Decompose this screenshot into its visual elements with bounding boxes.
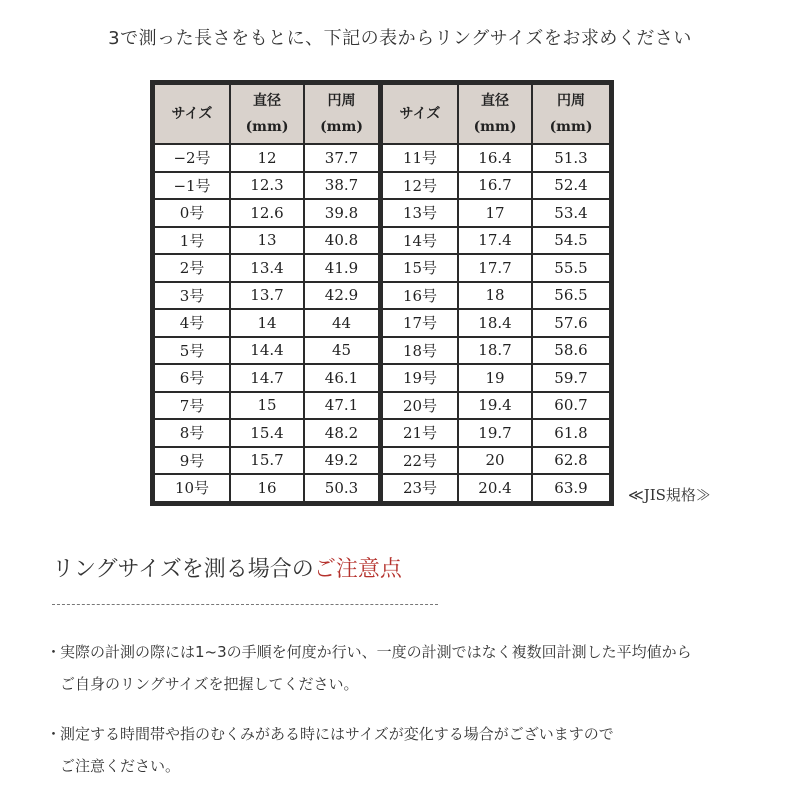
- intro-text: 3で測った長さをもとに、下記の表からリングサイズをお求めください: [108, 28, 692, 49]
- diameter-cell-right: 19.7: [459, 420, 531, 446]
- size-cell-left: 3号: [155, 283, 229, 309]
- circumference-cell-left: 38.7: [305, 173, 381, 199]
- header-diameter-label: 直径: [253, 93, 281, 109]
- table-row: [155, 393, 609, 419]
- table-body: [155, 145, 609, 501]
- size-cell-left: 8号: [155, 420, 229, 446]
- circumference-cell-right: 52.4: [533, 173, 609, 199]
- table-header-row: [155, 85, 609, 143]
- diameter-cell-left: 13.7: [231, 283, 303, 309]
- size-cell-right: 13号: [383, 200, 457, 226]
- size-cell-left: −2号: [155, 145, 229, 171]
- circumference-cell-right: 54.5: [533, 228, 609, 254]
- circumference-cell-right: 58.6: [533, 338, 609, 364]
- size-cell-left: 2号: [155, 255, 229, 281]
- header-circumference-left: [305, 85, 381, 143]
- diameter-cell-right: 19.4: [459, 393, 531, 419]
- diameter-cell-left: 15: [231, 393, 303, 419]
- circumference-cell-left: 41.9: [305, 255, 381, 281]
- note-line: ご自身のリングサイズを把握してください。: [60, 675, 359, 693]
- table-row: [155, 228, 609, 254]
- size-cell-right: 14号: [383, 228, 457, 254]
- size-cell-right: 19号: [383, 365, 457, 391]
- section-heading-prefix: リングサイズを測る場合の: [52, 557, 314, 582]
- diameter-cell-right: 18.7: [459, 338, 531, 364]
- size-cell-right: 21号: [383, 420, 457, 446]
- size-cell-left: 9号: [155, 448, 229, 474]
- circumference-cell-right: 63.9: [533, 475, 609, 501]
- table-row: [155, 475, 609, 501]
- size-cell-right: 11号: [383, 145, 457, 171]
- dashed-divider: [52, 604, 438, 605]
- size-cell-left: 5号: [155, 338, 229, 364]
- ring-size-table-frame: [150, 80, 614, 506]
- diameter-cell-right: 18.4: [459, 310, 531, 336]
- circumference-cell-left: 46.1: [305, 365, 381, 391]
- diameter-cell-right: 16.4: [459, 145, 531, 171]
- diameter-cell-left: 13: [231, 228, 303, 254]
- diameter-cell-left: 14.4: [231, 338, 303, 364]
- diameter-cell-right: 17.7: [459, 255, 531, 281]
- circumference-cell-right: 62.8: [533, 448, 609, 474]
- size-cell-right: 22号: [383, 448, 457, 474]
- header-circumference-unit: (mm): [320, 119, 363, 135]
- note-line: 測定する時間帯や指のむくみがある時にはサイズが変化する場合がございますので: [60, 725, 614, 743]
- circumference-cell-left: 50.3: [305, 475, 381, 501]
- circumference-cell-right: 60.7: [533, 393, 609, 419]
- size-cell-right: 23号: [383, 475, 457, 501]
- size-cell-left: −1号: [155, 173, 229, 199]
- diameter-cell-right: 19: [459, 365, 531, 391]
- circumference-cell-right: 51.3: [533, 145, 609, 171]
- header-diameter-label: 直径: [481, 93, 509, 109]
- diameter-cell-left: 12: [231, 145, 303, 171]
- table-row: [155, 283, 609, 309]
- diameter-cell-right: 20: [459, 448, 531, 474]
- size-cell-right: 20号: [383, 393, 457, 419]
- diameter-cell-right: 17: [459, 200, 531, 226]
- table-row: [155, 173, 609, 199]
- size-cell-left: 4号: [155, 310, 229, 336]
- note-item: [46, 718, 766, 782]
- diameter-cell-right: 18: [459, 283, 531, 309]
- circumference-cell-right: 57.6: [533, 310, 609, 336]
- table-row: [155, 365, 609, 391]
- table-row: [155, 145, 609, 171]
- header-size-right: サイズ: [383, 85, 457, 143]
- circumference-cell-left: 48.2: [305, 420, 381, 446]
- diameter-cell-left: 16: [231, 475, 303, 501]
- section-heading: [52, 552, 402, 583]
- circumference-cell-left: 37.7: [305, 145, 381, 171]
- header-diameter-unit: (mm): [245, 119, 289, 135]
- diameter-cell-left: 15.4: [231, 420, 303, 446]
- size-cell-left: 6号: [155, 365, 229, 391]
- circumference-cell-left: 42.9: [305, 283, 381, 309]
- circumference-cell-right: 56.5: [533, 283, 609, 309]
- circumference-cell-right: 59.7: [533, 365, 609, 391]
- jis-standard-label: ≪JIS規格≫: [628, 486, 711, 504]
- table-row: [155, 338, 609, 364]
- diameter-cell-right: 20.4: [459, 475, 531, 501]
- header-circumference-right: [533, 85, 609, 143]
- bullet-mark: ・: [46, 725, 62, 743]
- note-item: [46, 636, 766, 700]
- header-diameter-unit: (mm): [473, 119, 517, 135]
- bullet-mark: ・: [46, 643, 62, 661]
- header-diameter-left: [231, 85, 303, 143]
- diameter-cell-right: 17.4: [459, 228, 531, 254]
- size-cell-right: 12号: [383, 173, 457, 199]
- diameter-cell-left: 15.7: [231, 448, 303, 474]
- header-diameter-right: [459, 85, 531, 143]
- table-row: [155, 448, 609, 474]
- header-size-left: サイズ: [155, 85, 229, 143]
- size-cell-right: 16号: [383, 283, 457, 309]
- circumference-cell-right: 53.4: [533, 200, 609, 226]
- circumference-cell-left: 40.8: [305, 228, 381, 254]
- diameter-cell-left: 14.7: [231, 365, 303, 391]
- circumference-cell-left: 44: [305, 310, 381, 336]
- diameter-cell-left: 14: [231, 310, 303, 336]
- size-cell-left: 1号: [155, 228, 229, 254]
- circumference-cell-right: 55.5: [533, 255, 609, 281]
- diameter-cell-left: 13.4: [231, 255, 303, 281]
- diameter-cell-left: 12.3: [231, 173, 303, 199]
- size-cell-left: 10号: [155, 475, 229, 501]
- header-circumference-label: 円周: [557, 93, 585, 109]
- header-circumference-label: 円周: [327, 93, 356, 109]
- circumference-cell-left: 49.2: [305, 448, 381, 474]
- header-circumference-unit: (mm): [549, 119, 593, 135]
- circumference-cell-left: 39.8: [305, 200, 381, 226]
- circumference-cell-left: 45: [305, 338, 381, 364]
- circumference-cell-right: 61.8: [533, 420, 609, 446]
- size-cell-left: 0号: [155, 200, 229, 226]
- circumference-cell-left: 47.1: [305, 393, 381, 419]
- note-line: ご注意ください。: [60, 757, 181, 775]
- note-line: 実際の計測の際には1~3の手順を何度か行い、一度の計測ではなく複数回計測した平均値から: [60, 643, 692, 661]
- table-row: [155, 420, 609, 446]
- size-cell-right: 15号: [383, 255, 457, 281]
- table-row: [155, 310, 609, 336]
- ring-size-table: [153, 83, 611, 503]
- size-cell-right: 17号: [383, 310, 457, 336]
- size-cell-left: 7号: [155, 393, 229, 419]
- table-row: [155, 255, 609, 281]
- diameter-cell-right: 16.7: [459, 173, 531, 199]
- size-cell-right: 18号: [383, 338, 457, 364]
- table-row: [155, 200, 609, 226]
- section-heading-accent: ご注意点: [313, 557, 402, 582]
- diameter-cell-left: 12.6: [231, 200, 303, 226]
